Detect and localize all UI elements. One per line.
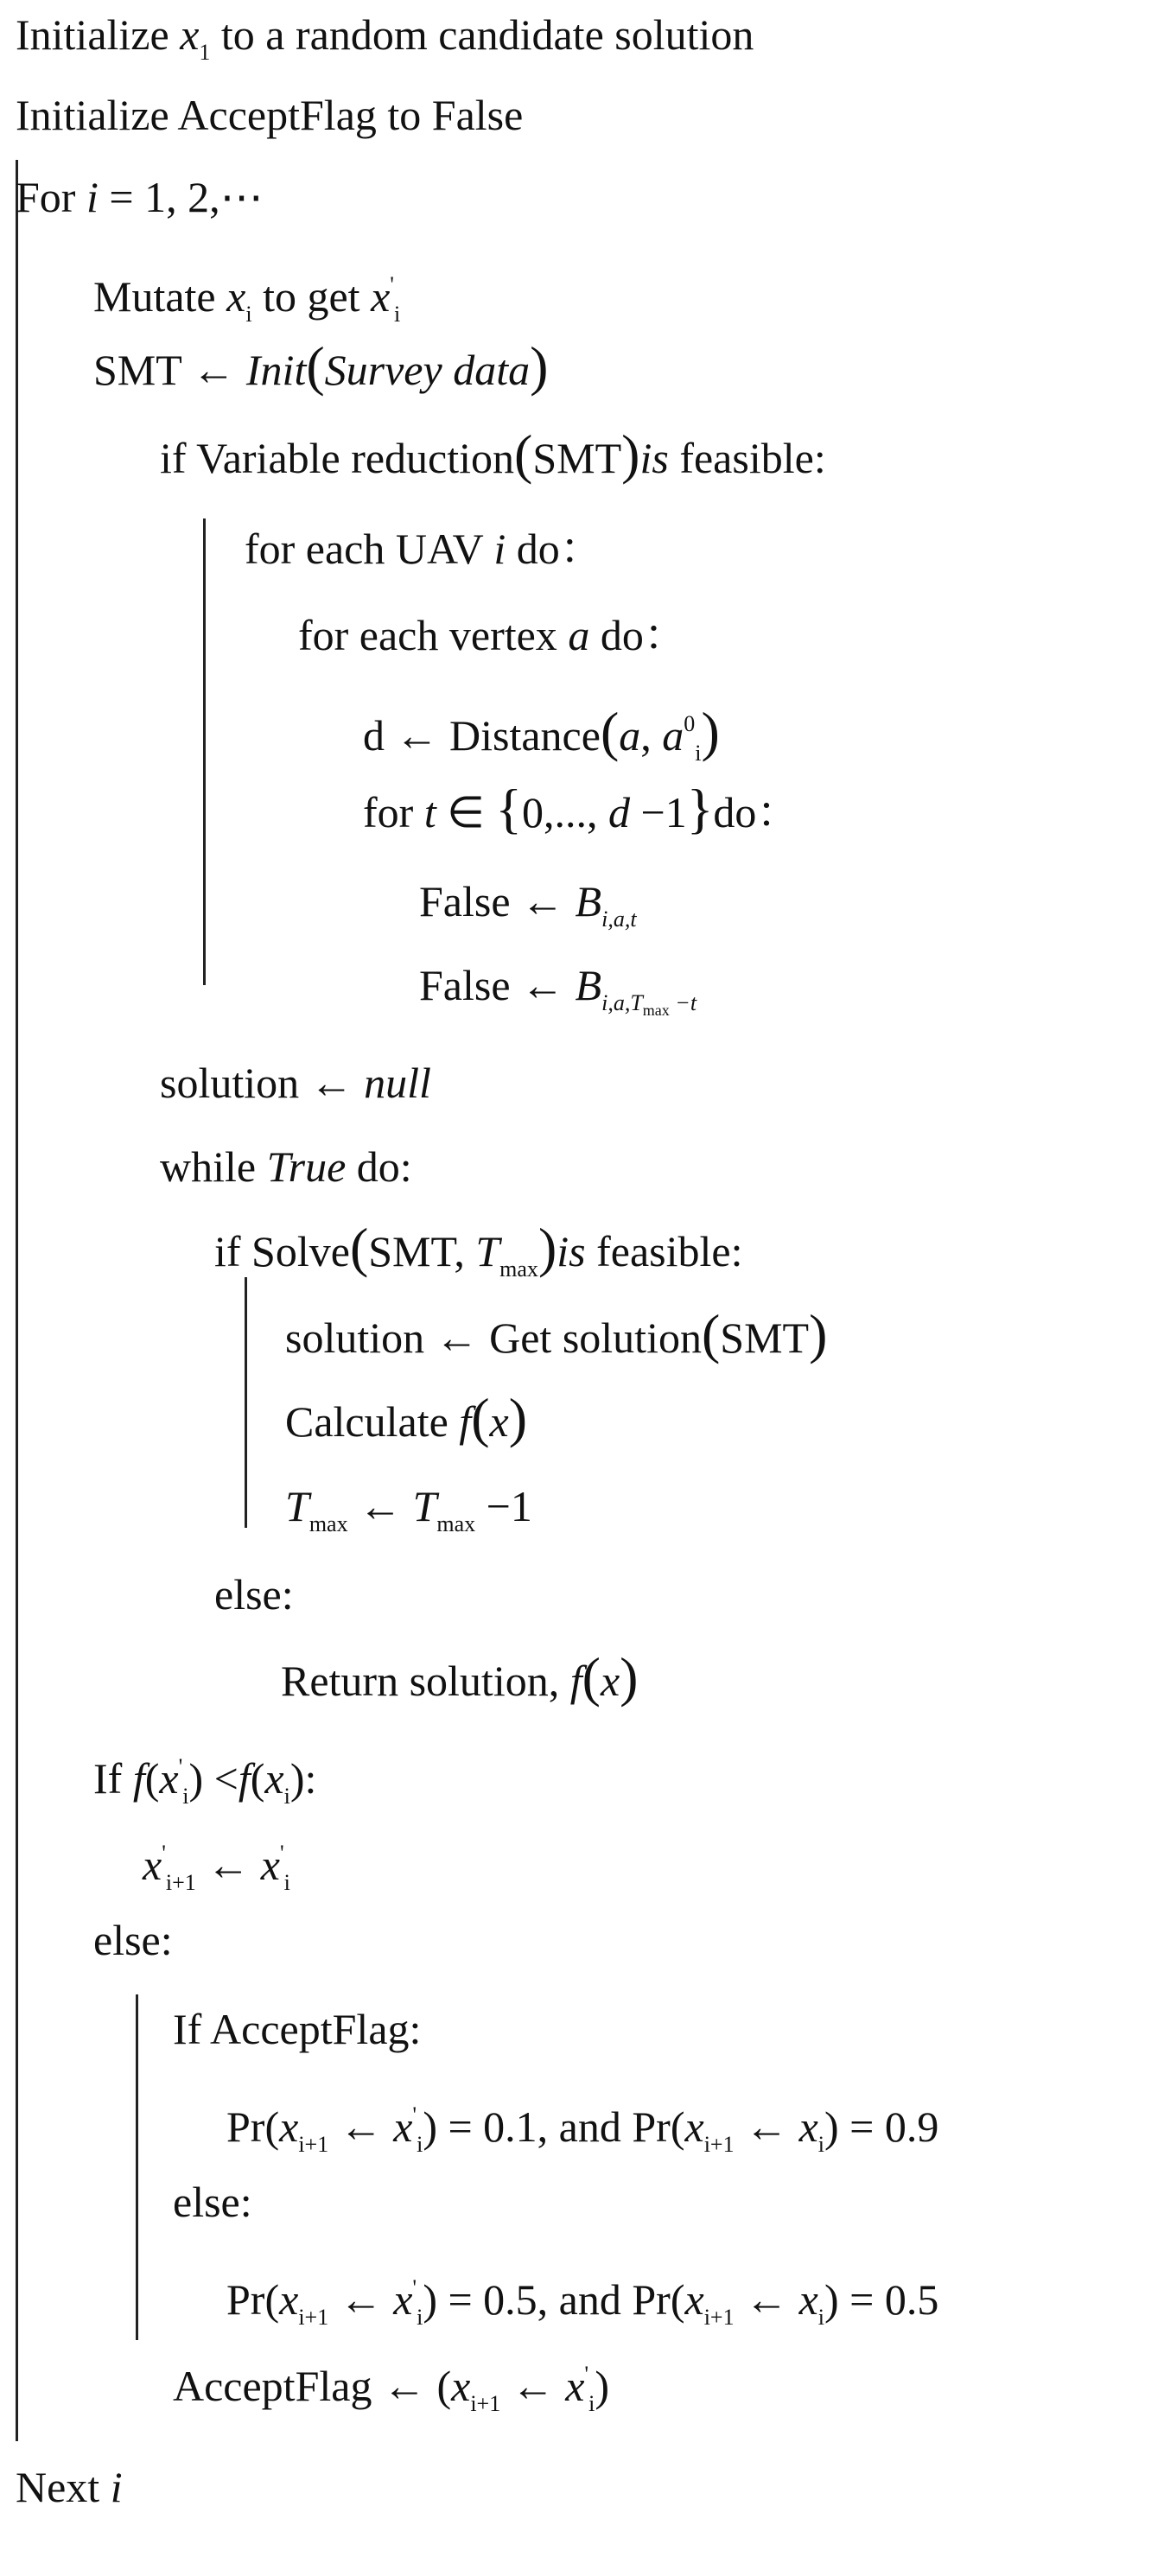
line-distance: d ← Distance(a, $a^0_i$) bbox=[363, 701, 720, 766]
line-for-each-uav: for each UAV i do： bbox=[245, 525, 603, 573]
line-if-variable-reduction: if Variable reduction(SMT)is feasible: bbox=[160, 423, 826, 485]
line-if-acceptflag: If AcceptFlag: bbox=[173, 2005, 422, 2053]
line-while-true: while True do: bbox=[160, 1142, 412, 1191]
line-initialize-x1: Initialize $x_1$ to a random candidate solution bbox=[16, 10, 754, 65]
line-false-b-t: False ← $B_{i,a,t}$ bbox=[419, 877, 637, 932]
line-return-solution: Return solution, f(x) bbox=[281, 1646, 639, 1708]
line-prob-0-1: $Pr(x_{i+1}$ ← $x'_i) = 0.1$, and $Pr(x_{i+1}$ ← $x_i) = 0.9$ bbox=[226, 2102, 939, 2157]
line-tmax-decrement: $T_{max}$ ← $T_{max} -1$ bbox=[285, 1482, 532, 1536]
line-prob-0-5: $Pr(x_{i+1}$ ← $x'_i) = 0.5$, and $Pr(x_{i+1}$ ← $x_i) = 0.5$ bbox=[226, 2275, 939, 2330]
line-calculate-f: Calculate f(x) bbox=[285, 1387, 528, 1448]
line-inner-else: else: bbox=[214, 1570, 294, 1619]
block-bar-solve bbox=[245, 1277, 247, 1528]
line-accept-else: else: bbox=[173, 2178, 252, 2226]
line-get-solution: solution ← Get solution(SMT) bbox=[285, 1303, 828, 1364]
line-for-t: for t ∈ {0,..., d −1}do： bbox=[363, 778, 800, 839]
line-false-b-tmax: False ← $B_{i,a,T_{max} -t}$ bbox=[419, 961, 697, 1019]
line-outer-else: else: bbox=[93, 1916, 173, 1964]
line-solution-null: solution ← null bbox=[160, 1059, 431, 1107]
block-bar-for-loop bbox=[16, 160, 18, 2441]
line-initialize-acceptflag: Initialize AcceptFlag to False bbox=[16, 91, 524, 139]
line-if-f-compare: If $f(x'_i) <f(x_i)$: bbox=[93, 1754, 317, 1809]
line-for-loop: For i = 1, 2,⋯ bbox=[16, 173, 264, 221]
line-smt-init: SMT ← Init(Survey data) bbox=[93, 335, 549, 397]
line-next-i: Next i bbox=[16, 2463, 123, 2511]
block-bar-else bbox=[136, 1994, 138, 2340]
line-for-each-vertex: for each vertex a do： bbox=[298, 611, 687, 659]
line-accept-mutation: $x'_{i+1}$ ← $x'_i$ bbox=[143, 1841, 290, 1895]
line-mutate: Mutate $x_i$ to get $x'_i$ bbox=[93, 272, 401, 327]
block-bar-variable-reduction bbox=[203, 518, 206, 985]
line-if-solve: if Solve(SMT, $T_{max})is$ feasible: bbox=[214, 1217, 743, 1282]
line-acceptflag-update: AcceptFlag ← ($x_{i+1}$ ← $x'_i$) bbox=[173, 2362, 609, 2416]
